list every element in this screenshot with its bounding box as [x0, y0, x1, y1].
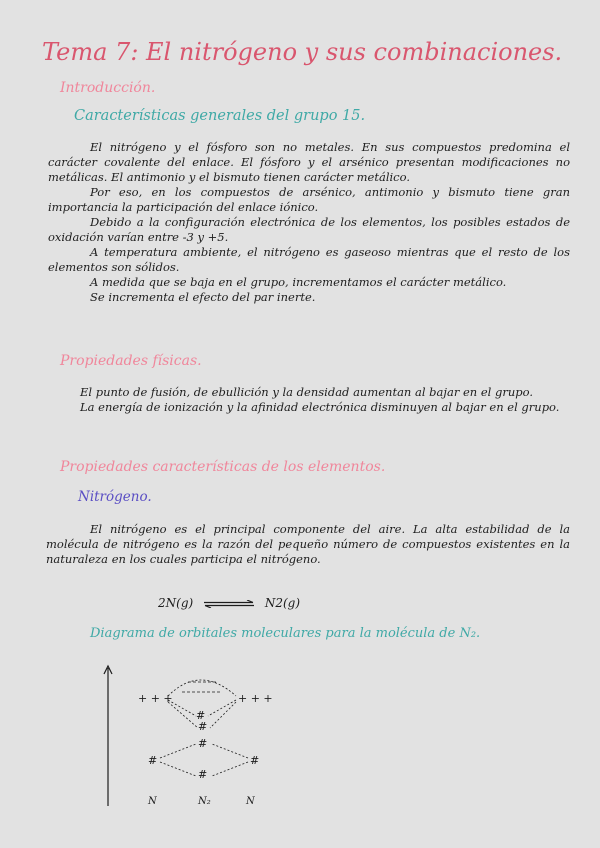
- right-2p-electrons: + + +: [238, 692, 273, 705]
- intro-heading: Introducción.: [60, 80, 156, 96]
- mo-diagram: [90, 660, 290, 810]
- pi-antibonding-connection: [168, 680, 236, 696]
- nitrogen-text: [46, 522, 570, 567]
- mo-sigma-bonding: #: [198, 720, 208, 733]
- label-n2: N₂: [198, 796, 211, 807]
- general-paragraph: Por eso, en los compuestos de arsénico, antimonio y bismuto tiene gran importancia la participación del enlace iónico.: [48, 185, 570, 214]
- nitrogen-paragraph: El nitrógeno es el principal componente del aire. La alta estabilidad de la molécula de nitrógeno es la razón del pequeño número de compuestos existentes en la naturaleza en los cuales participa el nitrógeno.: [46, 522, 570, 566]
- reaction-equation: [158, 596, 300, 610]
- general-paragraph: Se incrementa el efecto del par inerte.: [90, 290, 316, 304]
- general-paragraph: A medida que se baja en el grupo, incrementamos el carácter metálico.: [90, 275, 507, 289]
- label-right-n: N: [246, 796, 255, 807]
- mo-sigma-2s: #: [198, 768, 208, 781]
- equilibrium-arrow-icon: [203, 600, 255, 608]
- general-paragraph: A temperatura ambiente, el nitrógeno es gaseoso mientras que el resto de los elementos son sólidos.: [48, 245, 570, 274]
- left-2s-electrons: #: [148, 754, 158, 767]
- equation-product: N2(g): [264, 596, 301, 610]
- equation-reactant: 2N(g): [158, 596, 194, 610]
- right-2s-electrons: #: [250, 754, 260, 767]
- general-text: [48, 140, 570, 305]
- left-2p-electrons: + + +: [138, 692, 173, 705]
- general-paragraph: El nitrógeno y el fósforo son no metales. En sus compuestos predomina el carácter covalente del enlace. El fósforo y el arsénico presentan modificaciones no metálicas. El antimonio y el bismuto tienen carácter metálico.: [48, 140, 570, 184]
- physical-paragraph: El punto de fusión, de ebullición y la densidad aumentan al bajar en el grupo.: [80, 385, 533, 399]
- label-left-n: N: [148, 796, 157, 807]
- nitrogen-heading: Nitrógeno.: [78, 489, 152, 505]
- page-title: Tema 7: El nitrógeno y sus combinaciones.: [42, 38, 563, 66]
- characteristic-heading: Propiedades características de los elementos.: [60, 459, 386, 475]
- general-heading: Características generales del grupo 15.: [74, 108, 366, 124]
- physical-heading: Propiedades físicas.: [60, 353, 202, 369]
- mo-pi-bonding: #: [196, 709, 206, 722]
- diagram-heading: Diagrama de orbitales moleculares para la molécula de N₂.: [90, 626, 481, 641]
- physical-paragraph: La energía de ionización y la afinidad electrónica disminuyen al bajar en el grupo.: [80, 400, 560, 414]
- general-paragraph: Debido a la configuración electrónica de los elementos, los posibles estados de oxidación varían entre -3 y +5.: [48, 215, 570, 244]
- mo-sigma-star-2s: #: [198, 737, 208, 750]
- physical-text: [46, 385, 570, 415]
